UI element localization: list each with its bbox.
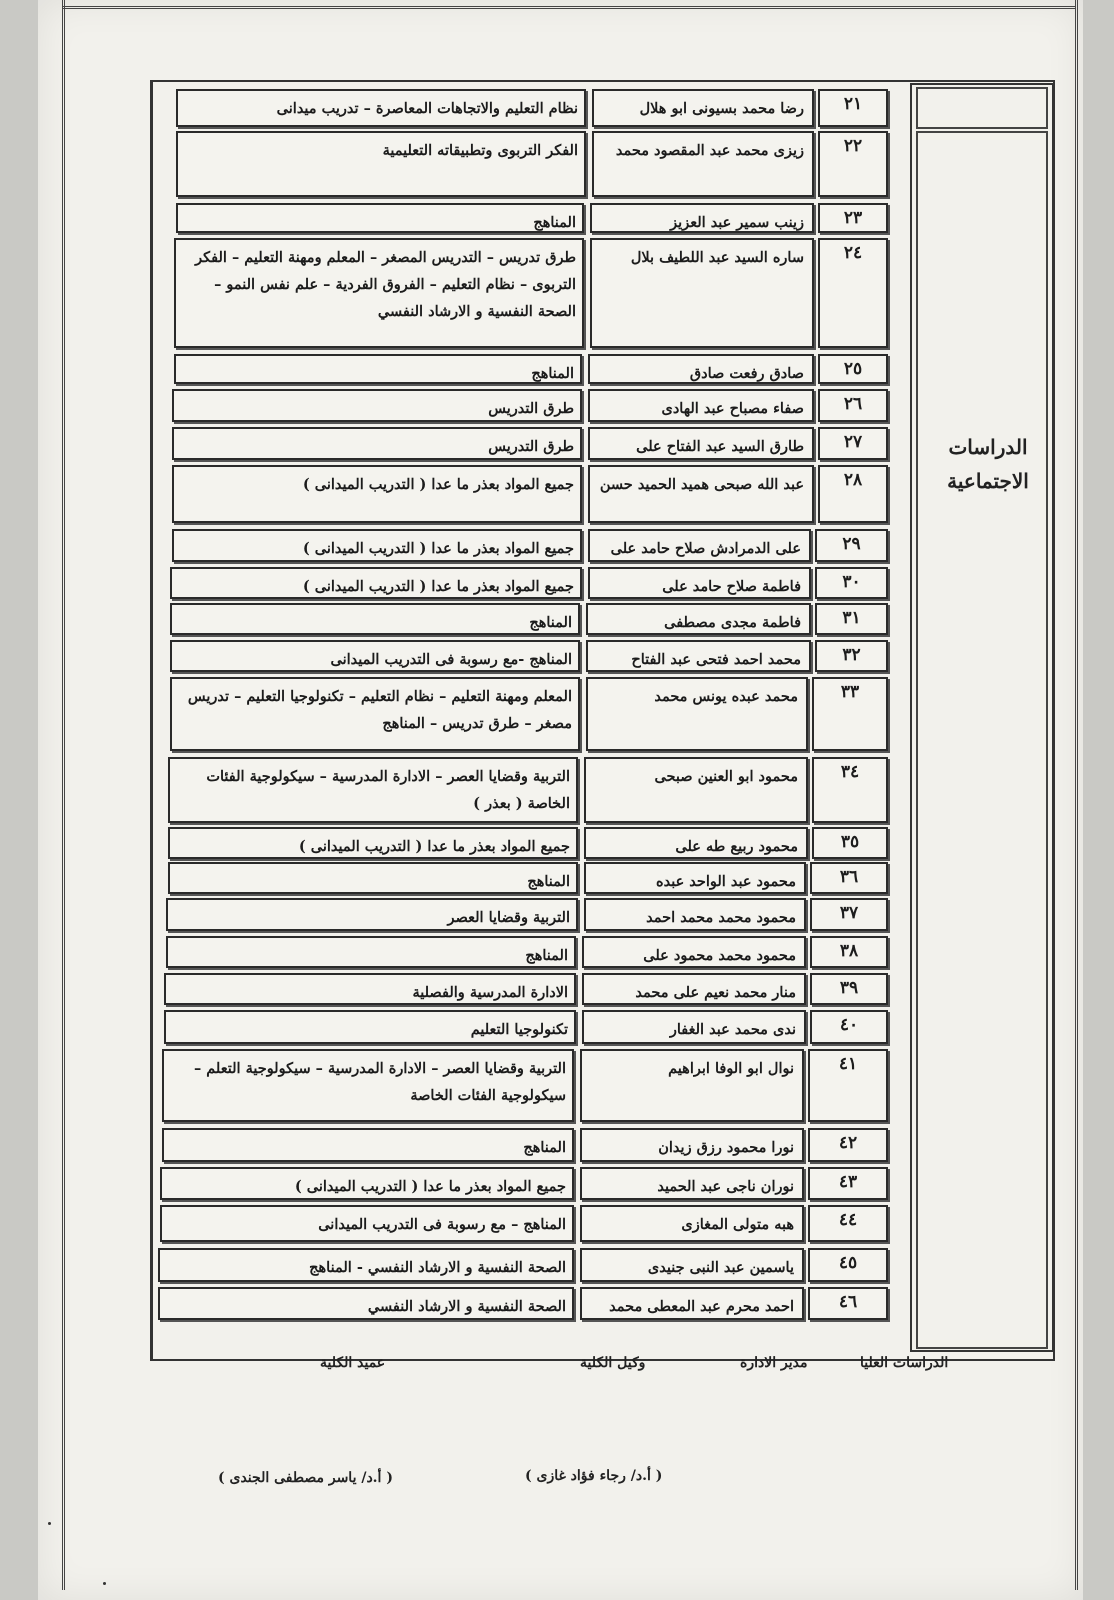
subjects-cell: جميع المواد بعذر ما عدا ( التدريب الميدانى ): [172, 465, 582, 523]
student-name-cell: محمد احمد فتحى عبد الفتاح: [586, 640, 811, 672]
student-name-cell: نوال ابو الوفا ابراهيم: [580, 1049, 804, 1122]
dean-signature: ( أ.د/ ياسر مصطفى الجندى ): [218, 1470, 393, 1486]
row-number-cell: ٤٢: [808, 1128, 888, 1162]
subjects-cell: المناهج: [176, 203, 584, 233]
row-number-cell: ٤٤: [808, 1205, 888, 1242]
subjects-cell: المناهج: [168, 862, 578, 894]
footer-grad-studies: الدراسات العليا: [860, 1355, 949, 1371]
row-number-cell: ٣٠: [815, 567, 888, 599]
row-number-cell: ٣٢: [815, 640, 888, 672]
row-number-cell: ٢٥: [818, 354, 888, 384]
footer-dean: عميد الكلية: [320, 1355, 386, 1371]
student-name-cell: زينب سمير عبد العزيز: [590, 203, 814, 233]
row-number-cell: ٤٣: [808, 1167, 888, 1200]
subjects-cell: التربية وقضايا العصر: [166, 898, 578, 931]
vice-dean-signature: ( أ.د/ رجاء فؤاد غازى ): [525, 1468, 663, 1484]
subjects-cell: الصحة النفسية و الارشاد النفسي: [158, 1287, 574, 1320]
subjects-cell: المناهج – مع رسوبة فى التدريب الميدانى: [160, 1205, 574, 1242]
subjects-cell: الفكر التربوى وتطبيقاته التعليمية: [176, 131, 586, 197]
subjects-cell: جميع المواد بعذر ما عدا ( التدريب الميدانى ): [168, 827, 578, 859]
student-name-cell: محمود عبد الواحد عبده: [584, 862, 806, 894]
row-number-cell: ٢٦: [818, 389, 888, 422]
subjects-cell: نظام التعليم والاتجاهات المعاصرة – تدريب ميدانى: [176, 89, 586, 127]
row-number-cell: ٢٨: [818, 465, 888, 523]
department-cell: [916, 131, 1048, 1349]
subjects-cell: الادارة المدرسية والفصلية: [164, 973, 576, 1005]
department-cell-empty: [916, 87, 1048, 129]
paper-speck: [48, 1522, 51, 1525]
row-number-cell: ٣٣: [812, 677, 888, 751]
student-name-cell: رضا محمد بسيونى ابو هلال: [592, 89, 814, 127]
subjects-cell: المناهج: [166, 936, 576, 968]
subjects-cell: التربية وقضايا العصر – الادارة المدرسية – سيكولوجية الفئات الخاصة ( بعذر ): [168, 757, 578, 823]
student-name-cell: محمود محمد محمد احمد: [584, 898, 806, 931]
student-name-cell: نوران ناجى عبد الحميد: [580, 1167, 804, 1200]
subjects-cell: جميع المواد بعذر ما عدا ( التدريب الميدانى ): [170, 567, 582, 599]
student-name-cell: ساره السيد عبد اللطيف بلال: [590, 238, 814, 348]
student-name-cell: على الدمرادش صلاح حامد على: [588, 529, 811, 562]
subjects-cell: المناهج: [162, 1128, 574, 1162]
row-number-cell: ٤٠: [810, 1010, 888, 1044]
row-number-cell: ٢٤: [818, 238, 888, 348]
subjects-cell: التربية وقضايا العصر – الادارة المدرسية – سيكولوجية التعلم – سيكولوجية الفئات الخاصة: [162, 1049, 574, 1122]
student-name-cell: صفاء مصباح عبد الهادى: [588, 389, 814, 422]
row-number-cell: ٢٣: [818, 203, 888, 233]
footer-admin-manager: مدير الادارة: [740, 1355, 808, 1371]
student-name-cell: عبد الله صبحى هميد الحميد حسن: [588, 465, 814, 523]
subjects-cell: جميع المواد بعذر ما عدا ( التدريب الميدانى ): [172, 529, 582, 562]
subjects-cell: طرق تدريس – التدريس المصغر – المعلم ومهنة التعليم – الفكر التربوى – نظام التعليم – الفروق الفردية – علم نفس النمو – الصحة النفسية و الارشاد النفسي: [174, 238, 584, 348]
row-number-cell: ٢٩: [815, 529, 888, 562]
row-number-cell: ٢٢: [818, 131, 888, 197]
row-number-cell: ٣٧: [810, 898, 888, 931]
row-number-cell: ٤١: [808, 1049, 888, 1122]
subjects-cell: المناهج: [174, 354, 582, 384]
student-name-cell: زيزى محمد عبد المقصود محمد: [592, 131, 814, 197]
student-name-cell: محمود ربيع طه على: [584, 827, 808, 859]
footer-vice-dean: وكيل الكلية: [580, 1355, 646, 1371]
row-number-cell: ٣٦: [810, 862, 888, 894]
row-number-cell: ٣٩: [810, 973, 888, 1005]
paper-speck: [103, 1582, 106, 1585]
student-name-cell: فاطمة مجدى مصطفى: [586, 603, 811, 635]
student-name-cell: احمد محرم عبد المعطى محمد: [580, 1287, 804, 1320]
department-label: الدراسات الاجتماعية: [947, 435, 1029, 493]
student-name-cell: هبه متولى المغازى: [580, 1205, 804, 1242]
student-name-cell: محمود ابو العنين صبحى: [584, 757, 808, 823]
student-name-cell: محمود محمد محمود على: [582, 936, 806, 968]
row-number-cell: ٤٦: [808, 1287, 888, 1320]
student-name-cell: نورا محمود رزق زيدان: [580, 1128, 804, 1162]
page-frame-top: [62, 0, 1075, 9]
subjects-cell: طرق التدريس: [172, 389, 582, 422]
row-number-cell: ٣٨: [810, 936, 888, 968]
row-number-cell: ٣٥: [812, 827, 888, 859]
subjects-cell: المعلم ومهنة التعليم – نظام التعليم – تكنولوجيا التعليم – تدريس مصغر – طرق تدريس – المناهج: [170, 677, 580, 751]
subjects-cell: الصحة النفسية و الارشاد النفسي - المناهج: [158, 1248, 574, 1282]
subjects-cell: المناهج -مع رسوبة فى التدريب الميدانى: [170, 640, 580, 672]
student-name-cell: منار محمد نعيم على محمد: [582, 973, 806, 1005]
subjects-cell: تكنولوجيا التعليم: [164, 1010, 576, 1044]
subjects-cell: جميع المواد بعذر ما عدا ( التدريب الميدانى ): [160, 1167, 574, 1200]
student-name-cell: محمد عبده يونس محمد: [586, 677, 808, 751]
student-name-cell: طارق السيد عبد الفتاح على: [588, 427, 814, 460]
row-number-cell: ٤٥: [808, 1248, 888, 1282]
row-number-cell: ٢١: [818, 89, 888, 127]
row-number-cell: ٢٧: [818, 427, 888, 460]
subjects-cell: المناهج: [170, 603, 580, 635]
student-name-cell: ياسمين عبد النبى جنيدى: [580, 1248, 804, 1282]
row-number-cell: ٣٤: [812, 757, 888, 823]
subjects-cell: طرق التدريس: [172, 427, 582, 460]
student-name-cell: فاطمة صلاح حامد على: [588, 567, 811, 599]
student-name-cell: ندى محمد عبد الغفار: [582, 1010, 806, 1044]
row-number-cell: ٣١: [815, 603, 888, 635]
student-name-cell: صادق رفعت صادق: [588, 354, 814, 384]
